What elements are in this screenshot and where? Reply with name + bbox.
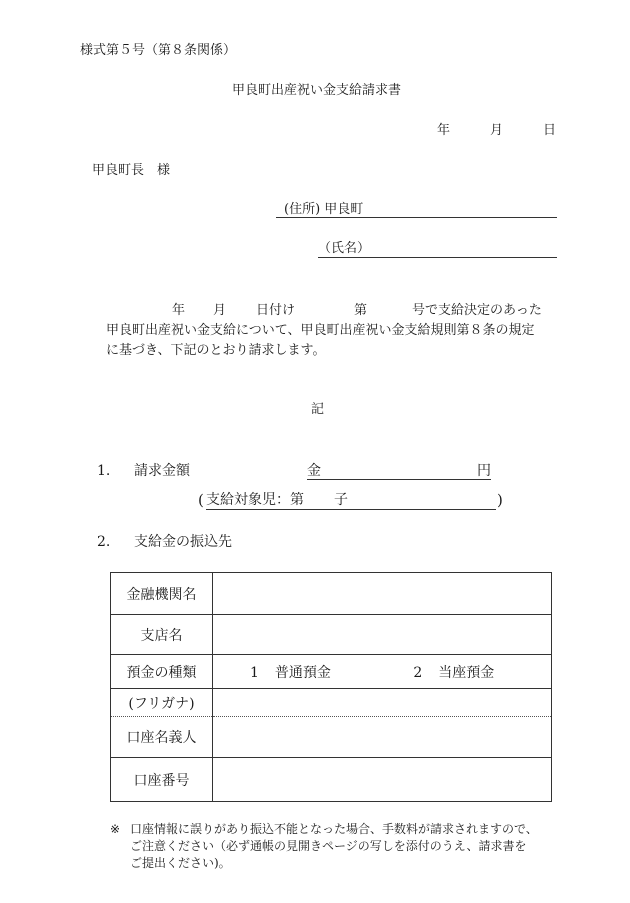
form-number: 様式第５号（第８条関係） <box>80 43 237 58</box>
account-number-label: 口座番号 <box>111 758 213 802</box>
amount-suffix: 円 <box>477 463 491 479</box>
body-line-3: に基づき、下記のとおり請求します。 <box>106 343 326 358</box>
branch-input-cell[interactable] <box>213 615 552 655</box>
child-close-paren: ) <box>497 491 503 509</box>
option2-label: 当座預金 <box>438 664 495 681</box>
institution-input-cell[interactable] <box>213 573 552 615</box>
child-order-field[interactable] <box>206 492 496 510</box>
option1-label: 普通預金 <box>274 664 331 681</box>
item1-label: 請求金額 <box>134 463 190 479</box>
table-row <box>111 717 552 758</box>
body-year-label: 年 <box>172 303 186 318</box>
table-row <box>111 573 552 615</box>
name-label: （氏名） <box>318 241 371 256</box>
option2-number: 2 <box>413 664 423 681</box>
child-suffix: 子 <box>334 492 348 508</box>
institution-label: 金融機関名 <box>111 573 213 615</box>
table-row <box>111 758 552 802</box>
item2-number: 2. <box>97 534 111 550</box>
furigana-input-cell[interactable] <box>213 689 552 717</box>
note-line-1: 口座情報に誤りがあり振込不能となった場合、手数料が請求されますので、 <box>130 822 538 836</box>
name-field[interactable] <box>318 242 557 258</box>
deposit-option-ordinary[interactable] <box>250 662 331 682</box>
page-title: 甲良町出産祝い金支給請求書 <box>232 83 402 98</box>
note-line-2: ご注意ください（必ず通帳の見開きページの写しを添付のうえ、請求書を <box>130 839 527 853</box>
body-number-prefix: 第 <box>354 303 368 318</box>
bank-account-table <box>110 572 552 802</box>
account-number-input-cell[interactable] <box>213 758 552 802</box>
date-year-label: 年 <box>437 123 451 138</box>
body-line-2: 甲良町出産祝い金支給について、甲良町出産祝い金支給規則第８条の規定 <box>106 323 535 338</box>
date-month-label: 月 <box>490 123 504 138</box>
table-row <box>111 615 552 655</box>
body-month-label: 月 <box>213 303 227 318</box>
item2-label: 支給金の振込先 <box>134 534 232 550</box>
deposit-type-options <box>213 655 552 689</box>
item1-number: 1. <box>97 463 111 479</box>
address-label: (住所) 甲良町 <box>284 202 364 217</box>
ki-heading: 記 <box>311 402 325 417</box>
deposit-option-checking[interactable] <box>413 662 494 682</box>
deposit-type-label: 預金の種類 <box>111 655 213 689</box>
table-row <box>111 689 552 717</box>
amount-prefix: 金 <box>307 463 321 479</box>
account-holder-input-cell[interactable] <box>213 717 552 758</box>
amount-field[interactable] <box>307 463 491 480</box>
furigana-label: (フリガナ) <box>111 689 213 717</box>
child-open-paren: ( <box>198 491 204 509</box>
child-label: 支給対象児：第 <box>206 492 304 508</box>
date-day-label: 日 <box>543 123 557 138</box>
note-line-3: ご提出ください)。 <box>130 856 231 870</box>
option1-number: 1 <box>250 664 259 681</box>
addressee: 甲良町長 様 <box>92 163 171 178</box>
note-mark: ※ <box>110 822 121 836</box>
table-row <box>111 655 552 689</box>
branch-label: 支店名 <box>111 615 213 655</box>
body-number-suffix: 号で支給決定のあった <box>412 303 542 318</box>
address-field[interactable] <box>276 203 557 218</box>
account-holder-label: 口座名義人 <box>111 717 213 758</box>
body-dated-label: 日付け <box>256 303 296 318</box>
